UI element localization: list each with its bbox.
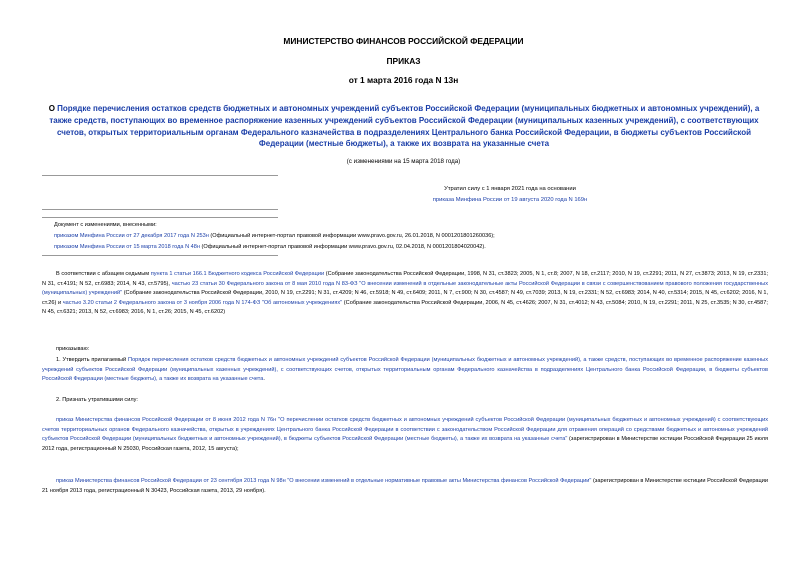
ministry-heading: МИНИСТЕРСТВО ФИНАНСОВ РОССИЙСКОЙ ФЕДЕРАЦИИ [283,36,524,46]
title-link[interactable]: Порядке перечисления остатков средств бюджетных и автономных учреждений субъектов Российской Федерации (муниципальных бюджетных и автономных учреждений), а также средств, поступающих во временное распоряжение казенных учреждений субъектов Российской Федерации (муниципальных казенных учреждений), с соответствующих счетов, открытых территориальным органам Федерального казначейства в подразделениях Центрального банка Российской Федерации, в бюджеты субъектов Российской Федерации (местные бюджеты), а также их возврата на указанные счета [49,104,760,149]
document-title [42,103,766,150]
repeal-2-paragraph [42,477,768,496]
item-2-heading: 2. Признать утратившими силу: [56,397,138,403]
title-prefix: О [48,104,58,113]
preamble-text: В соответствии с абзацем седьмым [56,271,151,277]
item-1-text: 1. Утвердить прилагаемый [56,357,129,363]
repeal-1-paragraph [42,416,768,454]
item-1-text: . [263,376,265,383]
amended-text: (Официальный интернет-портал правовой информации www.pravo.gov.ru, 02.04.2018, N 0001201804020042). [199,244,486,250]
divider [42,255,278,256]
order-98n-link[interactable]: приказ Министерства финансов Российской Федерации от 23 сентября 2013 года N 98н "О внесении изменений в отдельные нормативные правовые акты Министерства финансов Российской Федерации" [56,478,592,484]
amended-item [54,233,495,239]
preamble-text: (Собрание законодательства Российской Федерации, 1998, N 31, ст.3823; 2005, N 1, ст.8; 2007, N 18, ст.2117; 2010, N 19, ст.2291; 2011, N 27, ст.3873; 2013, N 19, ст.2331; N 31, ст.4191; N 52, ст.6983; 2014, N 43, ст.5795), [42,271,769,287]
divider [42,217,278,218]
preamble-text: (Собрание законодательства Российской Федерации, 2006, N 45, ст.4626; 2007, N 31, ст.4012; N 43, ст.5084; 2010, N 19, ст.2291; 2011, N 25, ст.3535; N 30, ст.4587; N 45, ст.6321; 2013, N 52, ст.6983; 2016, N 1, ст.26; 2015, N 45, ст.6202) [42,299,768,316]
procedure-link[interactable]: Порядок перечисления остатков средств бюджетных и автономных учреждений субъектов Российской Федерации (муниципальных бюджетных и автономных учреждений), а также средств, поступающих во временное распоряжение казенных учреждений субъектов Российской Федерации (муниципальных казенных учреждений), с соответствующих счетов, открытых территориальным органам Федерального казначейства в подразделениях Центрального банка Российской Федерации, в бюджеты субъектов Российской Федерации (местные бюджеты), а также их возврата на указанные счета [42,357,768,383]
order-76n-link[interactable]: приказ Министерства финансов Российской Федерации от 8 июня 2012 года N 76н "О перечислении остатков средств бюджетных и автономных учреждений субъектов Российской Федерации (муниципальных бюджетных и автономных учреждений) с соответствующих счетов территориальных органов Федерального казначейства, открытых в учреждениях Центрального банка Российской Федерации в соответствии с законодательством Российской Федерации для отражения операций со средствами бюджетных и автономных учреждений субъектов Российской Федерации (муниципальных бюджетных и автономных учреждений), в бюджеты субъектов Российской Федерации (местные бюджеты), а также их возврата на указанные счета" [42,417,768,443]
repeal-1-text: (зарегистрирован в Министерстве юстиции Российской Федерации 25 июля 2012 года, регистрационный N 25030, Российская газета, 2012, 15 августа); [42,436,768,452]
lost-force-text: Утратил силу с 1 января 2021 года на основании [444,186,576,192]
amended-text: (Официальный интернет-портал правовой информации www.pravo.gov.ru, 26.01.2018, N 0001201801260036); [208,233,495,239]
amended-item [54,244,486,250]
divider [42,209,278,210]
amended-intro: Документ с изменениями, внесенными: [54,222,157,228]
order-word: приказываю: [56,346,90,352]
budget-code-link[interactable]: пункта 1 статьи 166.1 Бюджетного кодекса Российской Федерации [150,271,325,277]
changes-note: (с изменениями на 15 марта 2018 года) [346,158,461,165]
doc-type-heading: ПРИКАЗ [386,56,421,66]
law-174fz-link[interactable]: частью 3.20 статьи 2 Федерального закона от 3 ноября 2006 года N 174-ФЗ "Об автономных учреждениях" [62,299,343,306]
lost-force-link[interactable]: приказа Минфина России от 19 августа 2020 года N 169н [432,197,588,203]
doc-date-heading: от 1 марта 2016 года N 13н [348,75,459,85]
repeal-2-text: (зарегистрирован в Министерстве юстиции Российской Федерации 21 ноября 2013 года, регистрационный N 30423, Российская газета, 2013, 29 ноября). [42,478,768,494]
lost-force-link-line [260,197,760,203]
item-1-paragraph [42,356,768,385]
amended-link[interactable]: приказом Минфина России от 15 марта 2018 года N 48н [54,244,200,250]
divider [42,175,278,176]
law-83fz-link[interactable]: частью 23 статьи 30 Федерального закона от 8 мая 2010 года N 83-ФЗ "О внесении изменений в отдельные законодательные акты Российской Федерации в связи с совершенствованием правового положения государственных (муниципальных) учреждений" [42,280,768,297]
preamble-paragraph [42,270,768,318]
amended-link[interactable]: приказом Минфина России от 27 декабря 2017 года N 253н [54,233,209,239]
preamble-text: (Собрание законодательства Российской Федерации, 2010, N 19, ст.2291; N 31, ст.4209; N 46, ст.5918; N 49, ст.6409; 2011, N 7, ст.900; N 30, ст.4587; N 49, ст.7039; 2013, N 19, ст.2331; N 52, ст.6983; 2014, N 40, ст.5314; 2015, N 45, ст.6202; 2016, N 1, ст.26) и [42,290,768,306]
